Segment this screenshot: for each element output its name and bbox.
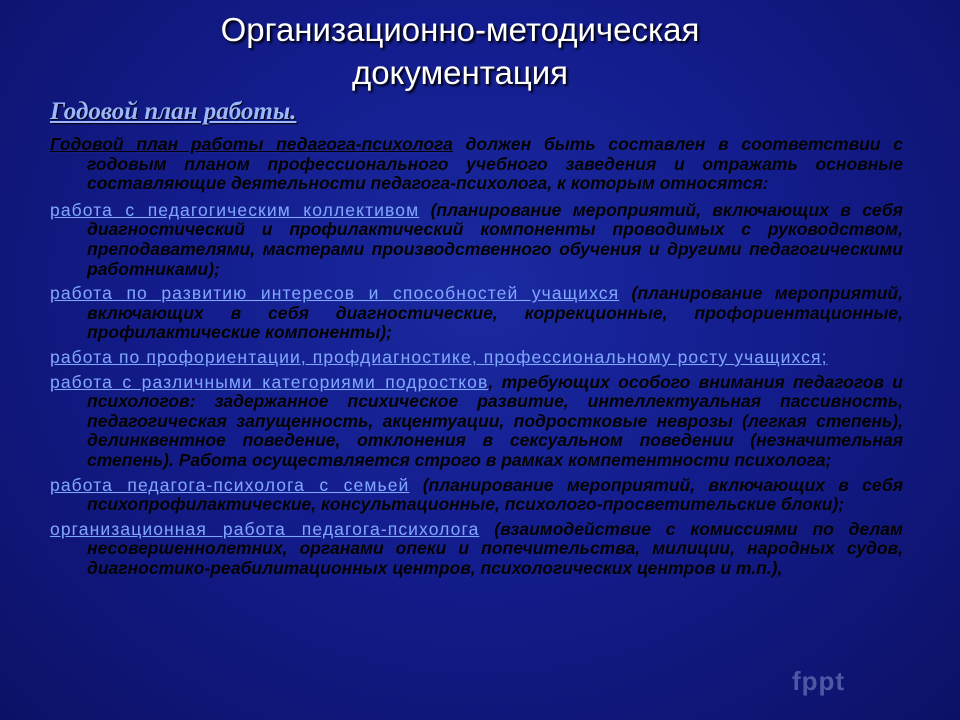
slide-title-line2: документация: [351, 54, 569, 91]
list-item: [50, 476, 903, 515]
item-link-pedagogical-staff[interactable]: работа с педагогическим коллективом: [50, 199, 420, 220]
item-text: (планирование мероприятий, включающих в себя психопрофилактические, консультационные, психолого-просветительские блоки);: [87, 474, 903, 515]
item-text: (планирование мероприятий, включающих в себя диагностический и профилактический компоненты проводимых с руководством, преподавателями, мастерами производственного обучения и другими педагогическими работниками);: [87, 199, 904, 279]
list-item: [50, 520, 903, 579]
item-text: (планирование мероприятий, включающих в себя диагностические, коррекционные, профориентационные, профилактические компоненты);: [87, 283, 903, 343]
item-link-teen-categories[interactable]: работа с различными категориями подростков: [50, 371, 489, 392]
item-text: , требующих особого внимания педагогов и психологов: задержанное психическое развитие, интеллектуальная пассивность, педагогическая запущенность, акцентуации, подростковые неврозы (легкая степень), делинквентное поведение, отклонения в сексуальном поведении (незначительная степень). Работа осуществляется строго в рамках компетентности психолога;: [87, 371, 903, 470]
item-link-interests-abilities[interactable]: работа по развитию интересов и способностей учащихся: [50, 283, 620, 304]
list-item: [50, 284, 903, 343]
intro-text: должен быть составлен в соответствии с годовым планом профессионального учебного заведения и отражать основные составляющие деятельности педагога-психолога, к которым относятся:: [87, 134, 903, 194]
list-item: [50, 348, 903, 368]
intro-lead: Годовой план работы педагога-психолога: [50, 134, 453, 154]
list-item: [50, 201, 903, 279]
list-item: [50, 373, 903, 471]
item-link-organizational-work[interactable]: организационная работа педагога-психолога: [50, 518, 480, 539]
item-text: (взаимодействие с комиссиями по делам несовершеннолетних, органами опеки и попечительства, милиции, народных судов, диагностико-реабилитационных центров, психологических центров и т.п.),: [87, 518, 903, 578]
slide-body: [50, 135, 903, 583]
item-link-career-guidance[interactable]: работа по профориентации, профдиагностике, профессиональному росту учащихся;: [50, 346, 828, 367]
slide-title: [150, 8, 770, 94]
intro-paragraph: [50, 135, 903, 194]
watermark-logo: fppt: [792, 666, 846, 696]
slide-subtitle[interactable]: Годовой план работы.: [50, 98, 297, 125]
item-link-family-work[interactable]: работа педагога-психолога с семьей: [50, 474, 410, 495]
slide-title-line1: Организационно-методическая: [220, 11, 700, 48]
